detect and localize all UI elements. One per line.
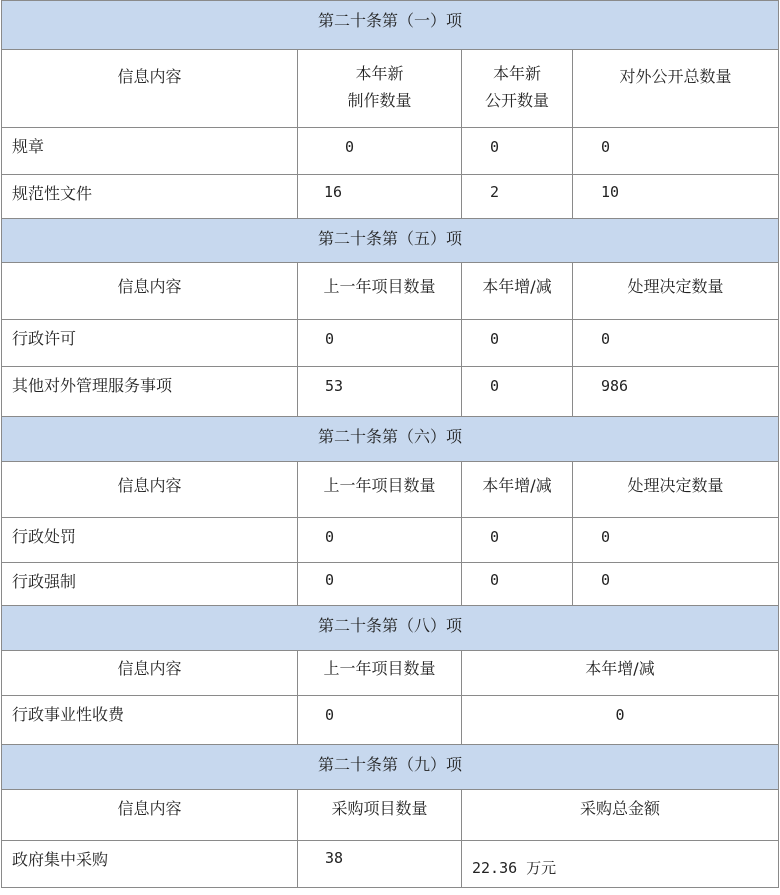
- table-header-row: [2, 263, 779, 320]
- row-label: 行政处罚: [2, 518, 298, 563]
- table-row: [2, 128, 779, 175]
- row-label: 行政强制: [2, 563, 298, 606]
- cell-value: 0: [462, 696, 779, 745]
- header-cell: 信息内容: [2, 263, 298, 320]
- cell-value: 38: [298, 841, 462, 888]
- header-cell: 本年增/减: [462, 651, 779, 696]
- header-cell: 处理决定数量: [573, 462, 779, 518]
- section-title: 第二十条第（五）项: [2, 219, 779, 263]
- table-row: [2, 518, 779, 563]
- cell-value: 0: [462, 563, 573, 606]
- header-cell-line: 本年新 公开数量: [484, 64, 549, 110]
- header-cell: [462, 50, 573, 128]
- header-cell: 上一年项目数量: [298, 651, 462, 696]
- cell-value: 22.36 万元: [462, 841, 779, 888]
- cell-value: 0: [573, 518, 779, 563]
- table-header-row: [2, 790, 779, 841]
- header-cell-line: 本年新 制作数量: [347, 64, 412, 110]
- table-header-row: [2, 462, 779, 518]
- row-label: 行政许可: [2, 320, 298, 367]
- header-cell: 信息内容: [2, 790, 298, 841]
- table-row: [2, 841, 779, 888]
- cell-value: 0: [298, 696, 462, 745]
- header-cell: 上一年项目数量: [298, 462, 462, 518]
- disclosure-table: [1, 0, 779, 888]
- cell-value: 0: [462, 367, 573, 417]
- cell-value: 10: [573, 175, 779, 219]
- header-cell: 信息内容: [2, 651, 298, 696]
- row-label: 行政事业性收费: [2, 696, 298, 745]
- header-cell: 信息内容: [2, 50, 298, 128]
- cell-value: 53: [298, 367, 462, 417]
- cell-value: 0: [298, 320, 462, 367]
- section-title: 第二十条第（六）项: [2, 417, 779, 462]
- header-cell: 本年增/减: [462, 462, 573, 518]
- cell-value: 0: [298, 518, 462, 563]
- table-row: [2, 563, 779, 606]
- section-title: 第二十条第（一）项: [2, 1, 779, 50]
- cell-value: 0: [462, 518, 573, 563]
- header-cell: 采购总金额: [462, 790, 779, 841]
- row-label: 其他对外管理服务事项: [2, 367, 298, 417]
- header-cell: 本年增/减: [462, 263, 573, 320]
- cell-value: 0: [462, 320, 573, 367]
- header-cell: [298, 50, 462, 128]
- header-cell: 上一年项目数量: [298, 263, 462, 320]
- section-title: 第二十条第（八）项: [2, 606, 779, 651]
- row-label: 政府集中采购: [2, 841, 298, 888]
- header-cell: 采购项目数量: [298, 790, 462, 841]
- cell-value: 0: [462, 128, 573, 175]
- header-cell: 信息内容: [2, 462, 298, 518]
- cell-value: 986: [573, 367, 779, 417]
- cell-value: 2: [462, 175, 573, 219]
- table-row: [2, 367, 779, 417]
- table-row: [2, 696, 779, 745]
- header-cell: 处理决定数量: [573, 263, 779, 320]
- table-header-row: [2, 651, 779, 696]
- row-label: 规章: [2, 128, 298, 175]
- header-cell: 对外公开总数量: [573, 50, 779, 128]
- table-row: [2, 175, 779, 219]
- cell-value: 0: [573, 563, 779, 606]
- cell-value: 0: [573, 320, 779, 367]
- cell-value: 16: [298, 175, 462, 219]
- table-row: [2, 320, 779, 367]
- cell-value: 0: [298, 563, 462, 606]
- section-title: 第二十条第（九）项: [2, 745, 779, 790]
- table-header-row: [2, 50, 779, 128]
- row-label: 规范性文件: [2, 175, 298, 219]
- cell-value: 0: [573, 128, 779, 175]
- cell-value: 0: [298, 128, 462, 175]
